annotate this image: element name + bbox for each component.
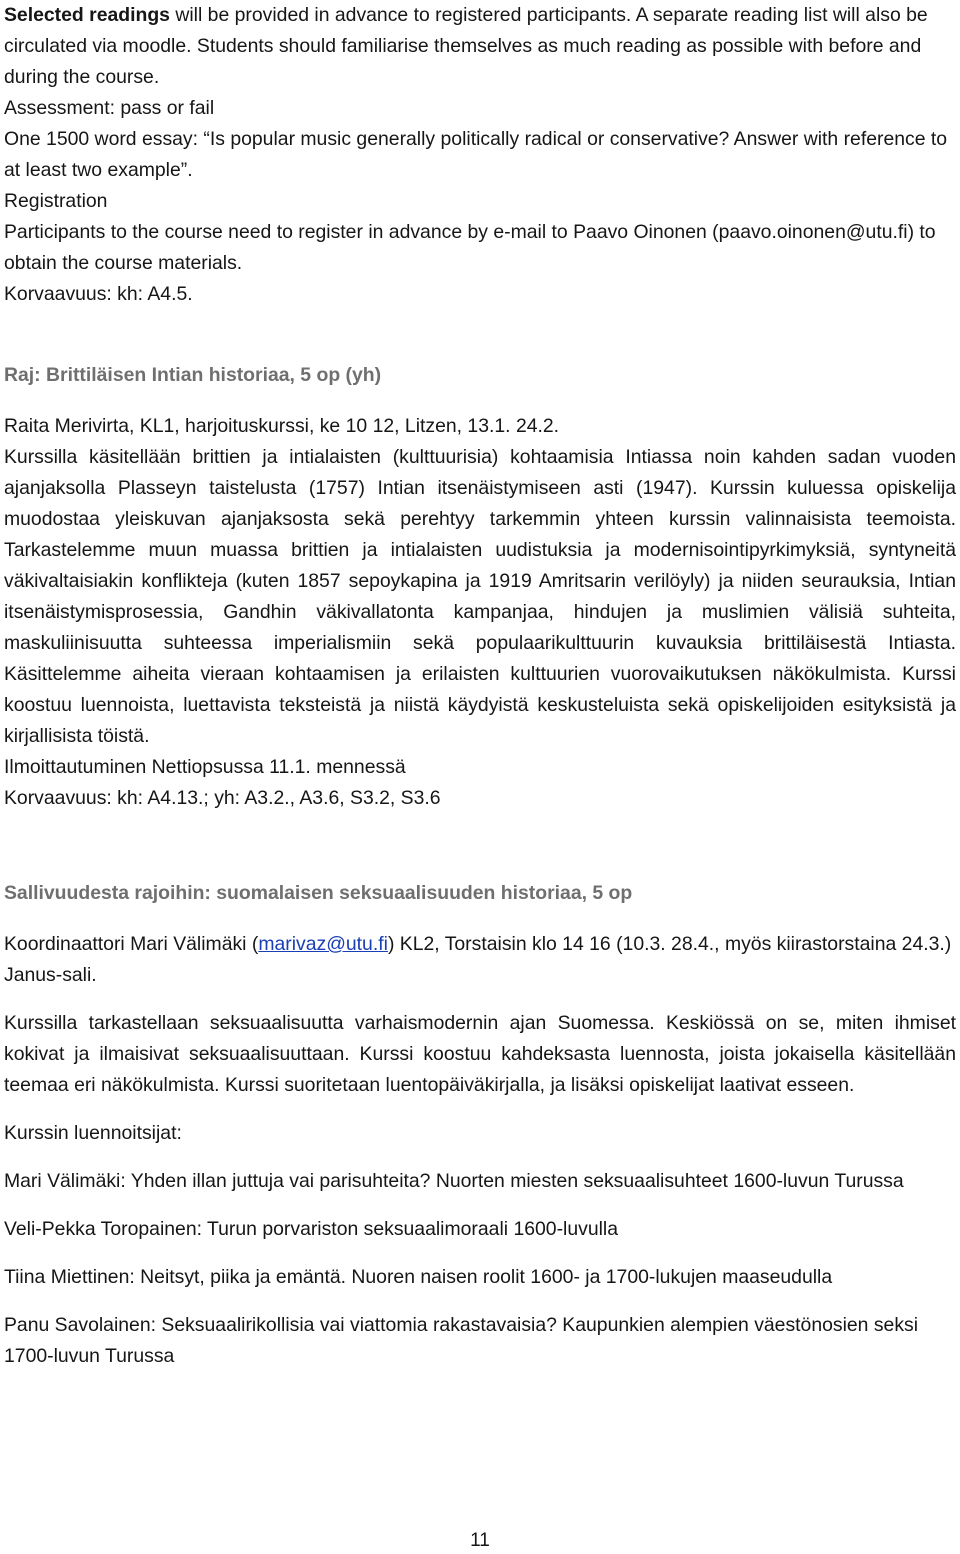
- essay-line: One 1500 word essay: “Is popular music generally politically radical or conservative? Answer with reference to at least two example”.: [4, 128, 948, 181]
- readings-text: will be provided in advance to registered participants. A separate reading list will also be circulated via moodle. Students should familiarise themselves as much reading as possible with before and during the course.: [4, 4, 928, 88]
- coordinator-text: Koordinaattori Mari Välimäki (: [4, 933, 259, 955]
- lecturer-item: Tiina Miettinen: Neitsyt, piika ja emäntä. Nuoren naisen roolit 1600- ja 1700-lukujen maaseudulla: [4, 1266, 833, 1288]
- coordinator-email-link[interactable]: marivaz@utu.fi: [258, 933, 388, 955]
- document-page: [4, 0, 956, 1372]
- ilmoittautuminen-line: Ilmoittautuminen Nettiopsussa 11.1. mennessä: [4, 756, 406, 778]
- korvaavuus-line-2: Korvaavuus: kh: A4.13.; yh: A3.2., A3.6, S3.2, S3.6: [4, 787, 441, 809]
- course-description-sallivuudesta: Kurssilla tarkastellaan seksuaalisuutta varhaismodernin ajan Suomessa. Keskiössä on se, miten ihmiset kokivat ja ilmaisivat seksuaalisuuttaan. Kurssi koostuu kahdeksasta luennosta, joista jokaisella käsitellään teemaa eri näkökulmista. Kurssi suoritetaan luentopäiväkirjalla, ja lisäksi opiskelijat laativat esseen.: [4, 1012, 956, 1096]
- coordinator-paragraph: [4, 929, 956, 991]
- coordinator-details: ) KL2, Torstaisin klo 14 16 (10.3. 28.4., myös kiirastorstaina 24.3.) Janus-sali.: [4, 933, 952, 986]
- course-heading-raj: Raj: Brittiläisen Intian historiaa, 5 op (yh): [4, 364, 382, 386]
- readings-paragraph: [4, 0, 956, 93]
- korvaavuus-line-1: Korvaavuus: kh: A4.5.: [4, 283, 193, 305]
- participants-paragraph: Participants to the course need to register in advance by e-mail to Paavo Oinonen (paavo.oinonen@utu.fi) to obtain the course materials.: [4, 221, 936, 274]
- lecturer-item: Panu Savolainen: Seksuaalirikollisia vai viattomia rakastavaisia? Kaupunkien alempien väestönosien seksi 1700-luvun Turussa: [4, 1314, 919, 1367]
- lecturer-item: Veli-Pekka Toropainen: Turun porvariston seksuaalimoraali 1600-luvulla: [4, 1218, 619, 1240]
- course-heading-sallivuudesta: Sallivuudesta rajoihin: suomalaisen seksuaalisuuden historiaa, 5 op: [4, 882, 633, 904]
- course-meta-raj: Raita Merivirta, KL1, harjoituskurssi, ke 10 12, Litzen, 13.1. 24.2.: [4, 415, 560, 437]
- registration-label: Registration: [4, 190, 108, 212]
- lecturer-item: Mari Välimäki: Yhden illan juttuja vai parisuhteita? Nuorten miesten seksuaalisuhteet 1600-luvun Turussa: [4, 1170, 904, 1192]
- page-number: 11: [470, 1530, 490, 1551]
- lecturers-label: Kurssin luennoitsijat:: [4, 1122, 182, 1144]
- assessment-line: Assessment: pass or fail: [4, 97, 215, 119]
- course-description-raj: Kurssilla käsitellään brittien ja intialaisten (kulttuurisia) kohtaamisia Intiassa noin kahden sadan vuoden ajanjaksolla Plasseyn taistelusta (1757) Intian itsenäistymiseen asti (1947). Kurssin kuluessa opiskelija muodostaa yleiskuvan ajanjaksosta sekä perehtyy tarkemmin yhteen kurssin valinnaisista teemoista. Tarkastelemme muun muassa brittien ja intialaisten uudistuksia ja modernisointipyrkimyksiä, syntyneitä väkivaltaisiakin konflikteja (kuten 1857 sepoykapina ja 1919 Amritsarin verilöyly) ja niiden seurauksia, Intian itsenäistymisprosessia, Gandhin väkivallatonta kampanjaa, hindujen ja muslimien välisiä suhteita, maskuliinisuutta suhteessa imperialismiin sekä populaarikulttuurin kuvauksia brittiläisestä Intiasta. Käsittelemme aiheita vieraan kohtaamisen ja erilaisten kulttuurien vuorovaikutuksen näkökulmista. Kurssi koostuu luennoista, luettavista teksteistä ja niistä käydyistä keskusteluista sekä opiskelijoiden esityksistä ja kirjallisista töistä.: [4, 446, 956, 747]
- readings-lead: Selected readings: [4, 4, 170, 26]
